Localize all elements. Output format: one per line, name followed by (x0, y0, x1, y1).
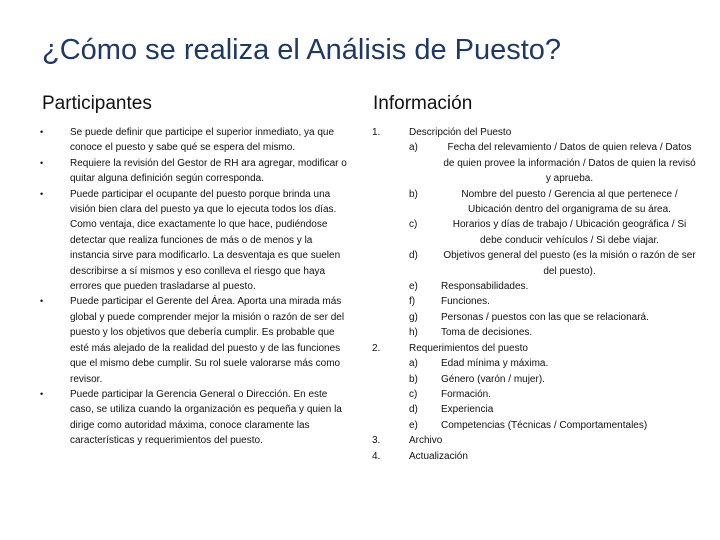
sub-item (409, 140, 698, 186)
sub-item (409, 248, 698, 279)
sub-item (409, 310, 698, 325)
sub-item (409, 217, 698, 248)
sub-item-text: Fecha del relevamiento / Datos de quien releva / Datos de quien provee la información / Datos de quien la revisó y aprueba. (443, 142, 696, 185)
participante-text: Puede participar el ocupante del puesto porque brinda una visión bien clara del puesto ya que lo ejecuta todos los días. Como ventaja, dice exactamente lo que hace, pudiéndose detectar que realiza funciones de más o de menos y la instancia sirve para modificarlo. La desventaja es que suelen describirse a sí mismos y eso conlleva el riesgo que haya errores que pueden trasladarse al puesto. (70, 188, 341, 293)
bullet-icon: • (40, 296, 44, 307)
sub-list (409, 140, 698, 340)
informacion-item (368, 341, 698, 433)
sub-item (409, 356, 698, 371)
participante-item (40, 125, 350, 156)
sub-item-text: Competencias (Técnicas / Comportamentales) (441, 419, 648, 431)
sub-item-text: Formación. (441, 388, 492, 400)
sub-item (409, 372, 698, 387)
sub-item-letter: h) (409, 327, 418, 339)
sub-item (409, 187, 698, 218)
sub-item-letter: d) (409, 404, 418, 416)
bullet-icon: • (40, 388, 44, 399)
sub-item-text: Nombre del puesto / Gerencia al que pertenece / Ubicación dentro del organigrama de su área. (461, 188, 678, 216)
item-text: Requerimientos del puesto (409, 342, 528, 354)
participante-text: Requiere la revisión del Gestor de RH ara agregar, modificar o quitar alguna definición según corresponda. (70, 157, 347, 185)
bullet-icon: • (40, 127, 44, 137)
sub-item (409, 325, 698, 340)
participante-text: Puede participar la Gerencia General o Dirección. En este caso, se utiliza cuando la organización es pequeña y quien la dirige como autoridad máxima, conoce claramente las características y requerimientos del puesto. (70, 388, 342, 447)
sub-item-text: Edad mínima y máxima. (441, 358, 549, 370)
sub-item-text: Objetivos general del puesto (es la misión o razón de ser del puesto). (443, 250, 696, 277)
informacion-item (368, 449, 698, 464)
informacion-item (368, 125, 698, 341)
item-number: 1. (372, 127, 381, 138)
sub-item-letter: e) (409, 419, 418, 431)
bullet-icon: • (40, 188, 44, 199)
item-number: 4. (372, 450, 381, 462)
sub-item-letter: c) (409, 219, 418, 231)
sub-item (409, 402, 698, 417)
participante-item (40, 387, 350, 449)
sub-item-letter: a) (409, 358, 418, 370)
sub-item-letter: e) (409, 281, 418, 293)
item-number: 2. (372, 342, 381, 354)
sub-item-letter: b) (409, 188, 418, 200)
sub-item (409, 387, 698, 402)
sub-item (409, 294, 698, 309)
sub-item-letter: b) (409, 373, 418, 385)
participantes-heading: Participantes (42, 93, 152, 114)
sub-item-letter: f) (409, 296, 416, 308)
participante-text: Puede participar el Gerente del Área. Aporta una mirada más global y puede comprender mejor la misión o razón de ser del puesto y los objetivos que debería cumplir. Es probable que esté más alejado de la realidad del puesto y de las funciones que el mismo debe cumplir. Su rol suele valorarse más como revisor. (70, 296, 345, 385)
participante-item (40, 187, 350, 295)
participante-text: Se puede definir que participe el superior inmediato, ya que conoce el puesto y sabe qué se espera del mismo. (70, 127, 335, 154)
sub-item (409, 279, 698, 294)
sub-item-text: Responsabilidades. (441, 281, 529, 293)
participantes-list (40, 125, 350, 449)
item-text: Archivo (409, 435, 443, 447)
sub-item-letter: a) (409, 142, 418, 154)
sub-item-letter: g) (409, 311, 418, 323)
informacion-item (368, 433, 698, 448)
sub-item-letter: d) (409, 250, 418, 262)
sub-item-text: Horarios y días de trabajo / Ubicación geográfica / Si debe conducir vehículos / Si debe viajar. (452, 219, 687, 246)
sub-item-text: Personas / puestos con las que se relacionará. (441, 311, 649, 323)
sub-list (409, 356, 698, 433)
sub-item-text: Funciones. (441, 296, 490, 308)
page-title: ¿Cómo se realiza el Análisis de Puesto? (42, 34, 562, 66)
informacion-heading: Información (373, 93, 473, 114)
item-text: Descripción del Puesto (409, 127, 512, 138)
informacion-list (368, 125, 698, 464)
participante-item (40, 294, 350, 386)
item-text: Actualización (409, 450, 468, 462)
sub-item (409, 418, 698, 433)
participante-item (40, 156, 350, 187)
item-number: 3. (372, 435, 381, 447)
sub-item-text: Género (varón / mujer). (441, 373, 545, 385)
bullet-icon: • (40, 157, 44, 168)
sub-item-text: Toma de decisiones. (441, 327, 533, 339)
sub-item-text: Experiencia (441, 404, 494, 416)
sub-item-letter: c) (409, 388, 418, 400)
